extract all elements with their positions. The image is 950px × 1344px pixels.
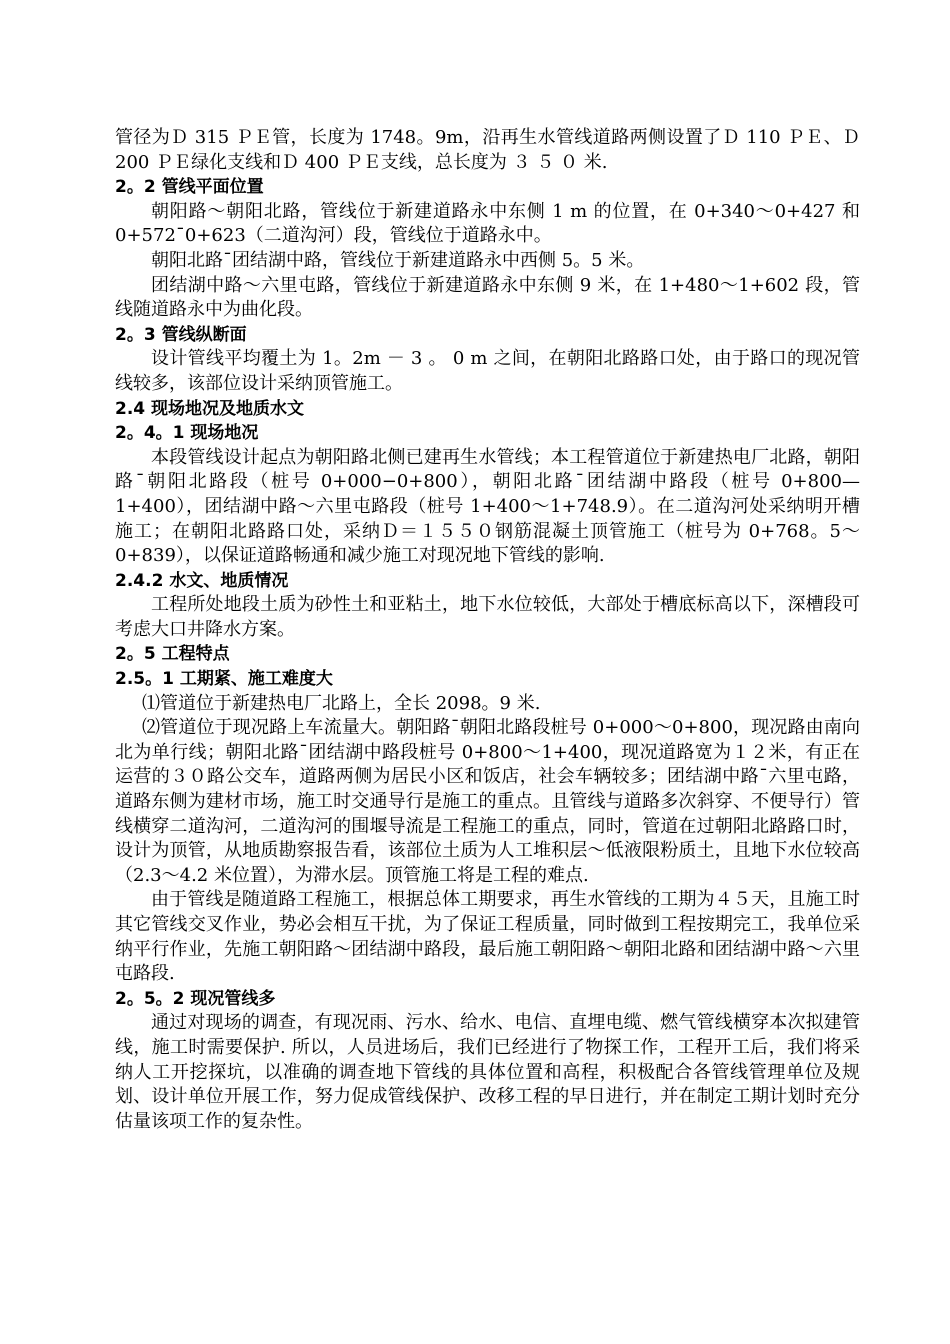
section-heading: 2.4 现场地况及地质水文 [115, 398, 305, 419]
subsection-heading: 2。4。1 现场地况 [115, 423, 259, 444]
paragraph: 管径为Ｄ 315 ＰＥ管，长度为 1748。9m，沿再生水管线道路两侧设置了Ｄ 110 ＰＥ、Ｄ 200 ＰＥ绿化支线和Ｄ 400 ＰＥ支线，总长度为 ３ ５ ０ 米. [115, 127, 860, 173]
list-item: ⑵管道位于现况路上车流量大。朝阳路¯朝阳北路段桩号 0+000～0+800，现况路由南向北为单行线；朝阳北路¯团结湖中路段桩号 0+800～1+400，现况道路宽为１２米，有正在运营的３０路公交车，道路两侧为居民小区和饭店，社会车辆较多；团结湖中路¯六里屯路，道路东侧为建材市场，施工时交通导行是施工的重点。且管线与道路多次斜穿、不便导行）管线横穿二道沟河，二道沟河的围堰导流是工程施工的重点，同时，管道在过朝阳北路路口时，设计为顶管，从地质勘察报告看，该部位土质为人工堆积层～低液限粉质土，且地下水位较高（2.3～4.2 米位置），为滞水层。顶管施工将是工程的难点. [115, 717, 860, 886]
document-page [115, 126, 860, 1134]
section-heading: 2。5 工程特点 [115, 644, 230, 665]
paragraph: 设计管线平均覆土为 1。2m － 3 。 0 m 之间，在朝阳北路路口处，由于路口的现况管线较多，该部位设计采纳顶管施工。 [115, 348, 860, 394]
subsection-heading: 2.5。1 工期紧、施工难度大 [115, 669, 333, 690]
paragraph: 团结湖中路～六里屯路，管线位于新建道路永中东侧 9 米，在 1+480～1+602 段，管线随道路永中为曲化段。 [115, 274, 860, 321]
paragraph: 工程所处地段土质为砂性土和亚粘土，地下水位较低，大部处于槽底标高以下，深槽段可考虑大口井降水方案。 [115, 594, 860, 640]
list-item: ⑴管道位于新建热电厂北路上，全长 2098。9 米. [142, 692, 541, 714]
paragraph: 朝阳路～朝阳北路，管线位于新建道路永中东侧 1 m 的位置，在 0+340～0+427 和 0+572¯0+623（二道沟河）段，管线位于道路永中。 [115, 200, 860, 247]
paragraph: 朝阳北路¯团结湖中路，管线位于新建道路永中西侧 5。5 米。 [151, 249, 645, 271]
paragraph: 由于管线是随道路工程施工，根据总体工期要求，再生水管线的工期为４５天，且施工时其它管线交叉作业，势必会相互干扰，为了保证工程质量，同时做到工程按期完工，我单位采纳平行作业，先施工朝阳路～团结湖中路段，最后施工朝阳路～朝阳北路和团结湖中路～六里屯路段. [115, 889, 860, 985]
subsection-heading: 2。5。2 现况管线多 [115, 988, 276, 1009]
section-heading: 2。3 管线纵断面 [115, 324, 247, 345]
paragraph: 本段管线设计起点为朝阳路北侧已建再生水管线；本工程管道位于新建热电厂北路，朝阳路¯朝阳北路段（桩号 0+000−0+800），朝阳北路¯团结湖中路段（桩号 0+800—1+400），团结湖中路～六里屯路段（桩号 1+400～1+748.9）。在二道沟河处采纳明开槽施工；在朝阳北路路口处，采纳Ｄ＝１５５０钢筋混凝土顶管施工（桩号为 0+768。5～0+839），以保证道路畅通和减少施工对现况地下管线的影响. [115, 446, 860, 567]
subsection-heading: 2.4.2 水文、地质情况 [115, 570, 289, 591]
paragraph: 通过对现场的调查，有现况雨、污水、给水、电信、直埋电缆、燃气管线横穿本次拟建管线，施工时需要保护. 所以，人员进场后，我们已经进行了物探工作，工程开工后，我们将采纳人工开挖探坑，以准确的调查地下管线的具体位置和高程，积极配合各管线管理单位及规划、设计单位开展工作，努力促成管线保护、改移工程的早日进行，并在制定工期计划时充分估量该项工作的复杂性。 [115, 1012, 860, 1132]
section-heading: 2。2 管线平面位置 [115, 177, 264, 198]
